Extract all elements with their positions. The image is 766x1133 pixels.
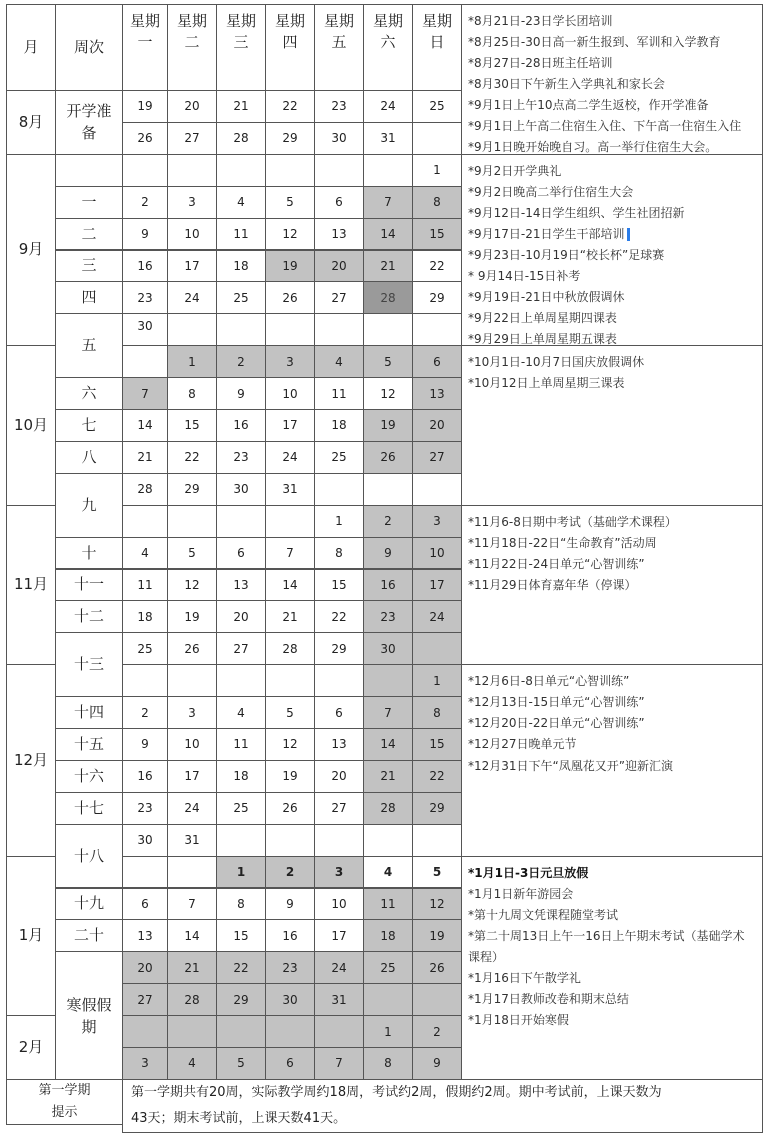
day-cell[interactable]	[122, 856, 168, 889]
day-cell[interactable]: 7	[167, 888, 217, 921]
week-w5: 五	[55, 313, 123, 378]
week-w4: 四	[55, 281, 123, 314]
day-cell[interactable]: 4	[314, 345, 364, 378]
day-cell[interactable]: 5	[412, 856, 462, 889]
day-cell[interactable]: 27	[314, 792, 364, 825]
day-cell[interactable]: 22	[265, 90, 315, 123]
day-cell[interactable]	[122, 505, 168, 538]
note-line: *第十九周文凭课程随堂考试	[468, 907, 619, 922]
day-cell[interactable]: 29	[314, 632, 364, 665]
day-cell[interactable]: 27	[122, 983, 168, 1016]
day-cell[interactable]: 1	[412, 664, 462, 697]
day-cell[interactable]: 31	[167, 824, 217, 857]
note-line: *1月1日-3日元旦放假	[468, 865, 589, 880]
week-w12: 十二	[55, 600, 123, 633]
note-line: *8月25日-30日高一新生报到、军训和入学教育	[468, 35, 721, 49]
header-day-4: 星期 四	[265, 4, 315, 91]
day-cell[interactable]: 2	[216, 345, 266, 378]
day-cell[interactable]: 1	[363, 1015, 413, 1048]
day-cell[interactable]: 29	[216, 983, 266, 1016]
week-w17: 十七	[55, 792, 123, 825]
day-cell[interactable]: 20	[216, 600, 266, 633]
note-line: *9月12日-14日学生组织、学生社团招新	[468, 205, 685, 220]
day-cell[interactable]: 18	[216, 760, 266, 793]
day-cell[interactable]: 3	[265, 345, 315, 378]
day-cell[interactable]: 21	[363, 250, 413, 283]
day-cell[interactable]: 3	[412, 505, 462, 538]
day-cell[interactable]	[363, 824, 413, 857]
day-cell[interactable]	[314, 473, 364, 506]
day-cell[interactable]: 7	[363, 186, 413, 219]
day-cell[interactable]	[363, 154, 413, 187]
day-cell[interactable]: 19	[167, 600, 217, 633]
note-line: *9月29日上单周星期五课表	[468, 331, 617, 346]
note-line: *1月18日开始寒假	[468, 1013, 569, 1028]
note-line: *10月1日-10月7日国庆放假调休	[468, 355, 645, 370]
day-cell[interactable]: 14	[363, 728, 413, 761]
day-cell[interactable]: 5	[265, 186, 315, 219]
day-cell[interactable]	[216, 664, 266, 697]
footer-label: 第一学期 提示	[6, 1079, 123, 1125]
day-cell[interactable]: 14	[167, 919, 217, 952]
day-cell[interactable]: 11	[314, 377, 364, 410]
header-day-1: 星期 一	[122, 4, 168, 91]
day-cell[interactable]	[216, 505, 266, 538]
day-cell[interactable]: 27	[314, 281, 364, 314]
day-cell[interactable]: 14	[122, 409, 168, 442]
day-cell[interactable]: 11	[216, 218, 266, 251]
day-cell[interactable]: 24	[363, 90, 413, 123]
day-cell[interactable]	[363, 313, 413, 346]
header-day-2: 星期 二	[167, 4, 217, 91]
day-cell[interactable]: 12	[265, 218, 315, 251]
month-nov: 11月	[6, 505, 56, 666]
day-cell[interactable]: 28	[363, 792, 413, 825]
day-cell[interactable]: 20	[122, 951, 168, 984]
day-cell[interactable]	[314, 313, 364, 346]
day-cell[interactable]: 30	[122, 313, 168, 346]
day-cell[interactable]: 30	[363, 632, 413, 665]
day-cell[interactable]: 6	[265, 1047, 315, 1080]
notes-nov	[461, 505, 763, 666]
day-cell[interactable]: 15	[216, 919, 266, 952]
note-line: *9月1日上午10点高二学生返校，作开学准备	[468, 98, 709, 112]
day-cell[interactable]: 30	[216, 473, 266, 506]
day-cell[interactable]	[314, 1015, 364, 1048]
day-cell[interactable]: 14	[265, 569, 315, 602]
day-cell[interactable]	[314, 154, 364, 187]
day-cell[interactable]	[167, 664, 217, 697]
day-cell[interactable]: 8	[216, 888, 266, 921]
header-day-5: 星期 五	[314, 4, 364, 91]
note-line: *11月6-8日期中考试（基础学术课程）	[468, 514, 677, 529]
day-cell[interactable]: 16	[363, 569, 413, 602]
day-cell[interactable]: 12	[265, 728, 315, 761]
day-cell[interactable]: 10	[412, 537, 462, 570]
note-line: *11月22日-24日单元“心智训练”	[468, 556, 645, 571]
day-cell[interactable]: 9	[122, 218, 168, 251]
notes-jan	[461, 856, 763, 1080]
day-cell[interactable]	[363, 473, 413, 506]
day-cell[interactable]	[412, 313, 462, 346]
day-cell[interactable]: 23	[122, 792, 168, 825]
note-line: *8月21日-23日学长团培训	[468, 14, 613, 28]
day-cell[interactable]: 7	[122, 377, 168, 410]
day-cell[interactable]	[363, 983, 413, 1016]
note-line: *1月16日下午散学礼	[468, 970, 581, 985]
day-cell[interactable]: 8	[412, 696, 462, 729]
day-cell[interactable]: 8	[314, 537, 364, 570]
day-cell[interactable]	[412, 824, 462, 857]
day-cell[interactable]	[167, 856, 217, 889]
day-cell[interactable]: 8	[412, 186, 462, 219]
day-cell[interactable]: 11	[363, 888, 413, 921]
day-cell[interactable]: 28	[122, 473, 168, 506]
week-w13: 十三	[55, 632, 123, 697]
day-cell[interactable]: 23	[122, 281, 168, 314]
day-cell[interactable]: 2	[363, 505, 413, 538]
day-cell[interactable]	[216, 824, 266, 857]
week-w16: 十六	[55, 760, 123, 793]
day-cell[interactable]: 6	[314, 696, 364, 729]
day-cell[interactable]	[265, 1015, 315, 1048]
month-dec: 12月	[6, 664, 56, 856]
day-cell[interactable]: 22	[216, 951, 266, 984]
day-cell[interactable]: 22	[167, 441, 217, 474]
day-cell[interactable]: 10	[167, 728, 217, 761]
day-cell[interactable]: 25	[363, 951, 413, 984]
day-cell[interactable]: 13	[314, 728, 364, 761]
day-cell[interactable]: 2	[122, 696, 168, 729]
day-cell[interactable]: 7	[363, 696, 413, 729]
day-cell[interactable]: 9	[216, 377, 266, 410]
day-cell[interactable]: 7	[265, 537, 315, 570]
day-cell[interactable]	[167, 313, 217, 346]
day-cell[interactable]: 27	[167, 122, 217, 155]
notes-aug	[461, 4, 763, 155]
day-cell[interactable]: 20	[314, 760, 364, 793]
day-cell[interactable]: 19	[265, 250, 315, 283]
note-line: *9月1日晚开始晚自习。高一举行住宿生大会。	[468, 140, 718, 154]
day-cell[interactable]: 8	[363, 1047, 413, 1080]
day-cell[interactable]: 22	[314, 600, 364, 633]
day-cell[interactable]	[122, 345, 168, 378]
week-w20: 二十	[55, 919, 123, 952]
day-cell[interactable]: 30	[314, 122, 364, 155]
week-prep: 开学准备	[55, 90, 123, 155]
day-cell[interactable]: 6	[216, 537, 266, 570]
day-cell[interactable]: 17	[412, 569, 462, 602]
day-cell[interactable]: 30	[265, 983, 315, 1016]
day-cell[interactable]: 25	[216, 281, 266, 314]
header-month-label: 月	[6, 4, 56, 91]
month-sep: 9月	[6, 154, 56, 346]
note-line: *9月2日晚高二举行住宿生大会	[468, 184, 634, 199]
day-cell[interactable]: 23	[363, 600, 413, 633]
day-cell[interactable]: 13	[216, 569, 266, 602]
month-aug: 8月	[6, 90, 56, 155]
day-cell[interactable]: 10	[265, 377, 315, 410]
day-cell[interactable]: 28	[363, 281, 413, 314]
note-line: *9月23日-10月19日“校长杯”足球赛	[468, 247, 665, 262]
day-cell[interactable]: 2	[265, 856, 315, 889]
day-cell[interactable]	[265, 154, 315, 187]
note-line: *9月17日-21日学生干部培训	[468, 224, 630, 245]
note-line: *11月18日-22日“生命教育”活动周	[468, 535, 657, 550]
note-line: *12月31日下午“凤凰花又开”迎新汇演	[468, 758, 673, 773]
day-cell[interactable]: 19	[265, 760, 315, 793]
day-cell[interactable]: 5	[167, 537, 217, 570]
day-cell[interactable]: 24	[167, 281, 217, 314]
day-cell[interactable]: 29	[265, 122, 315, 155]
day-cell[interactable]	[216, 1015, 266, 1048]
day-cell[interactable]: 31	[265, 473, 315, 506]
header-day-7: 星期 日	[412, 4, 462, 91]
day-cell[interactable]: 9	[122, 728, 168, 761]
day-cell[interactable]: 17	[167, 760, 217, 793]
day-cell[interactable]: 4	[167, 1047, 217, 1080]
note-line: *12月27日晚单元节	[468, 737, 577, 752]
day-cell[interactable]: 27	[412, 441, 462, 474]
day-cell[interactable]: 15	[167, 409, 217, 442]
day-cell[interactable]: 1	[167, 345, 217, 378]
day-cell[interactable]: 25	[314, 441, 364, 474]
day-cell[interactable]: 4	[216, 186, 266, 219]
day-cell[interactable]	[314, 824, 364, 857]
day-cell[interactable]: 12	[412, 888, 462, 921]
note-line: *11月29日体育嘉年华（停课）	[468, 577, 637, 592]
note-line: *8月30日下午新生入学典礼和家长会	[468, 77, 665, 91]
day-cell[interactable]: 12	[363, 377, 413, 410]
week-w19: 十九	[55, 888, 123, 921]
day-cell[interactable]: 22	[412, 250, 462, 283]
day-cell[interactable]: 15	[314, 569, 364, 602]
week-w18: 十八	[55, 824, 123, 889]
day-cell[interactable]: 5	[265, 696, 315, 729]
day-cell[interactable]	[412, 473, 462, 506]
day-cell[interactable]: 3	[167, 696, 217, 729]
day-cell[interactable]	[167, 1015, 217, 1048]
day-cell[interactable]: 19	[412, 919, 462, 952]
day-cell[interactable]: 4	[122, 537, 168, 570]
day-cell[interactable]: 6	[314, 186, 364, 219]
day-cell[interactable]: 10	[167, 218, 217, 251]
day-cell[interactable]: 1	[216, 856, 266, 889]
day-cell[interactable]	[122, 664, 168, 697]
day-cell[interactable]	[265, 824, 315, 857]
note-line: *12月6日-8日单元“心智训练”	[468, 674, 630, 689]
day-cell[interactable]: 10	[314, 888, 364, 921]
day-cell[interactable]: 17	[167, 250, 217, 283]
text-cursor-icon	[627, 228, 630, 241]
day-cell[interactable]: 12	[167, 569, 217, 602]
notes-oct	[461, 345, 763, 506]
day-cell[interactable]: 15	[412, 728, 462, 761]
day-cell[interactable]: 27	[216, 632, 266, 665]
day-cell[interactable]: 13	[122, 919, 168, 952]
day-cell[interactable]: 22	[412, 760, 462, 793]
day-cell[interactable]: 16	[122, 760, 168, 793]
day-cell[interactable]: 18	[216, 250, 266, 283]
day-cell[interactable]: 26	[265, 281, 315, 314]
day-cell[interactable]	[122, 1015, 168, 1048]
notes-dec	[461, 664, 763, 856]
week-blank-1	[55, 154, 123, 187]
note-line: *1月17日教师改卷和期末总结	[468, 991, 629, 1006]
day-cell[interactable]: 31	[314, 983, 364, 1016]
day-cell[interactable]: 16	[265, 919, 315, 952]
week-w14: 十四	[55, 696, 123, 729]
day-cell[interactable]: 21	[122, 441, 168, 474]
day-cell[interactable]: 23	[265, 951, 315, 984]
day-cell[interactable]: 6	[122, 888, 168, 921]
day-cell[interactable]	[122, 154, 168, 187]
day-cell[interactable]: 16	[122, 250, 168, 283]
day-cell[interactable]	[412, 632, 462, 665]
note-line: *9月1日上午高二住宿生入住、下午高一住宿生入住	[468, 119, 742, 133]
day-cell[interactable]: 1	[412, 154, 462, 187]
week-w8: 八	[55, 441, 123, 474]
note-line: * 9月14日-15日补考	[468, 268, 581, 283]
week-w15: 十五	[55, 728, 123, 761]
day-cell[interactable]: 3	[167, 186, 217, 219]
day-cell[interactable]: 24	[412, 600, 462, 633]
day-cell[interactable]: 25	[216, 792, 266, 825]
day-cell[interactable]: 15	[412, 218, 462, 251]
note-line: *12月20日-22日单元“心智训练”	[468, 716, 645, 731]
day-cell[interactable]: 2	[122, 186, 168, 219]
day-cell[interactable]: 19	[363, 409, 413, 442]
day-cell[interactable]: 21	[265, 600, 315, 633]
header-week-label: 周次	[55, 4, 123, 91]
day-cell[interactable]: 13	[314, 218, 364, 251]
week-w10: 十	[55, 537, 123, 570]
day-cell[interactable]: 9	[363, 537, 413, 570]
day-cell[interactable]	[167, 154, 217, 187]
day-cell[interactable]: 24	[265, 441, 315, 474]
day-cell[interactable]: 24	[167, 792, 217, 825]
day-cell[interactable]	[265, 313, 315, 346]
day-cell[interactable]: 28	[265, 632, 315, 665]
day-cell[interactable]	[216, 313, 266, 346]
day-cell[interactable]: 21	[167, 951, 217, 984]
week-w7: 七	[55, 409, 123, 442]
day-cell[interactable]: 9	[265, 888, 315, 921]
day-cell[interactable]: 11	[216, 728, 266, 761]
day-cell[interactable]: 1	[314, 505, 364, 538]
day-cell[interactable]: 2	[412, 1015, 462, 1048]
day-cell[interactable]: 5	[363, 345, 413, 378]
week-w3: 三	[55, 250, 123, 283]
day-cell[interactable]: 14	[363, 218, 413, 251]
day-cell[interactable]: 18	[122, 600, 168, 633]
note-line: *8月27日-28日班主任培训	[468, 56, 613, 70]
note-line: *9月2日开学典礼	[468, 163, 562, 178]
week-w9: 九	[55, 473, 123, 538]
day-cell[interactable]: 17	[265, 409, 315, 442]
day-cell[interactable]	[412, 122, 462, 155]
header-day-6: 星期 六	[363, 4, 413, 91]
week-w6: 六	[55, 377, 123, 410]
day-cell[interactable]: 11	[122, 569, 168, 602]
day-cell[interactable]: 9	[412, 1047, 462, 1080]
day-cell[interactable]: 21	[363, 760, 413, 793]
day-cell[interactable]: 24	[314, 951, 364, 984]
day-cell[interactable]: 25	[412, 90, 462, 123]
month-feb: 2月	[6, 1015, 56, 1080]
day-cell[interactable]: 25	[122, 632, 168, 665]
day-cell[interactable]: 5	[216, 1047, 266, 1080]
day-cell[interactable]	[265, 505, 315, 538]
day-cell[interactable]: 29	[412, 792, 462, 825]
day-cell[interactable]: 23	[314, 90, 364, 123]
week-winter: 寒假假期	[55, 951, 123, 1080]
day-cell[interactable]: 21	[216, 90, 266, 123]
day-cell[interactable]: 20	[314, 250, 364, 283]
week-w1: 一	[55, 186, 123, 219]
note-line: *10月12日上单周星期三课表	[468, 376, 625, 391]
day-cell[interactable]	[314, 664, 364, 697]
day-cell[interactable]: 4	[363, 856, 413, 889]
day-cell[interactable]: 4	[216, 696, 266, 729]
day-cell[interactable]: 20	[412, 409, 462, 442]
header-day-3: 星期 三	[216, 4, 266, 91]
note-line: *9月22日上单周星期四课表	[468, 310, 617, 325]
day-cell[interactable]: 29	[167, 473, 217, 506]
day-cell[interactable]: 18	[363, 919, 413, 952]
day-cell[interactable]	[265, 664, 315, 697]
day-cell[interactable]	[167, 505, 217, 538]
day-cell[interactable]: 6	[412, 345, 462, 378]
day-cell[interactable]: 16	[216, 409, 266, 442]
note-line: *9月19日-21日中秋放假调休	[468, 289, 625, 304]
note-line: *12月13日-15日单元“心智训练”	[468, 695, 645, 710]
day-cell[interactable]: 26	[363, 441, 413, 474]
notes-sep	[461, 154, 763, 346]
note-line: *1月1日新年游园会	[468, 886, 574, 901]
day-cell[interactable]: 30	[122, 824, 168, 857]
day-cell[interactable]: 17	[314, 919, 364, 952]
month-jan: 1月	[6, 856, 56, 1017]
day-cell[interactable]: 28	[216, 122, 266, 155]
day-cell[interactable]: 23	[216, 441, 266, 474]
month-oct: 10月	[6, 345, 56, 506]
footer-text: 第一学期共有20周，实际教学周约18周，考试约2周，假期约2周。期中考试前，上课天数为43天；期末考试前，上课天数41天。	[122, 1079, 763, 1133]
day-cell[interactable]: 3	[314, 856, 364, 889]
day-cell[interactable]: 29	[412, 281, 462, 314]
day-cell[interactable]: 13	[412, 377, 462, 410]
day-cell[interactable]: 3	[122, 1047, 168, 1080]
day-cell[interactable]: 19	[122, 90, 168, 123]
day-cell[interactable]: 8	[167, 377, 217, 410]
day-cell[interactable]: 31	[363, 122, 413, 155]
day-cell[interactable]: 26	[122, 122, 168, 155]
week-w11: 十一	[55, 569, 123, 602]
day-cell[interactable]	[216, 154, 266, 187]
day-cell[interactable]: 26	[412, 951, 462, 984]
day-cell[interactable]: 26	[167, 632, 217, 665]
week-w2: 二	[55, 218, 123, 251]
note-line: *第二十周13日上午一16日上午期末考试（基础学术课程）	[468, 928, 745, 964]
day-cell[interactable]	[363, 664, 413, 697]
day-cell[interactable]: 20	[167, 90, 217, 123]
day-cell[interactable]: 18	[314, 409, 364, 442]
day-cell[interactable]: 26	[265, 792, 315, 825]
day-cell[interactable]: 28	[167, 983, 217, 1016]
day-cell[interactable]	[412, 983, 462, 1016]
day-cell[interactable]: 7	[314, 1047, 364, 1080]
